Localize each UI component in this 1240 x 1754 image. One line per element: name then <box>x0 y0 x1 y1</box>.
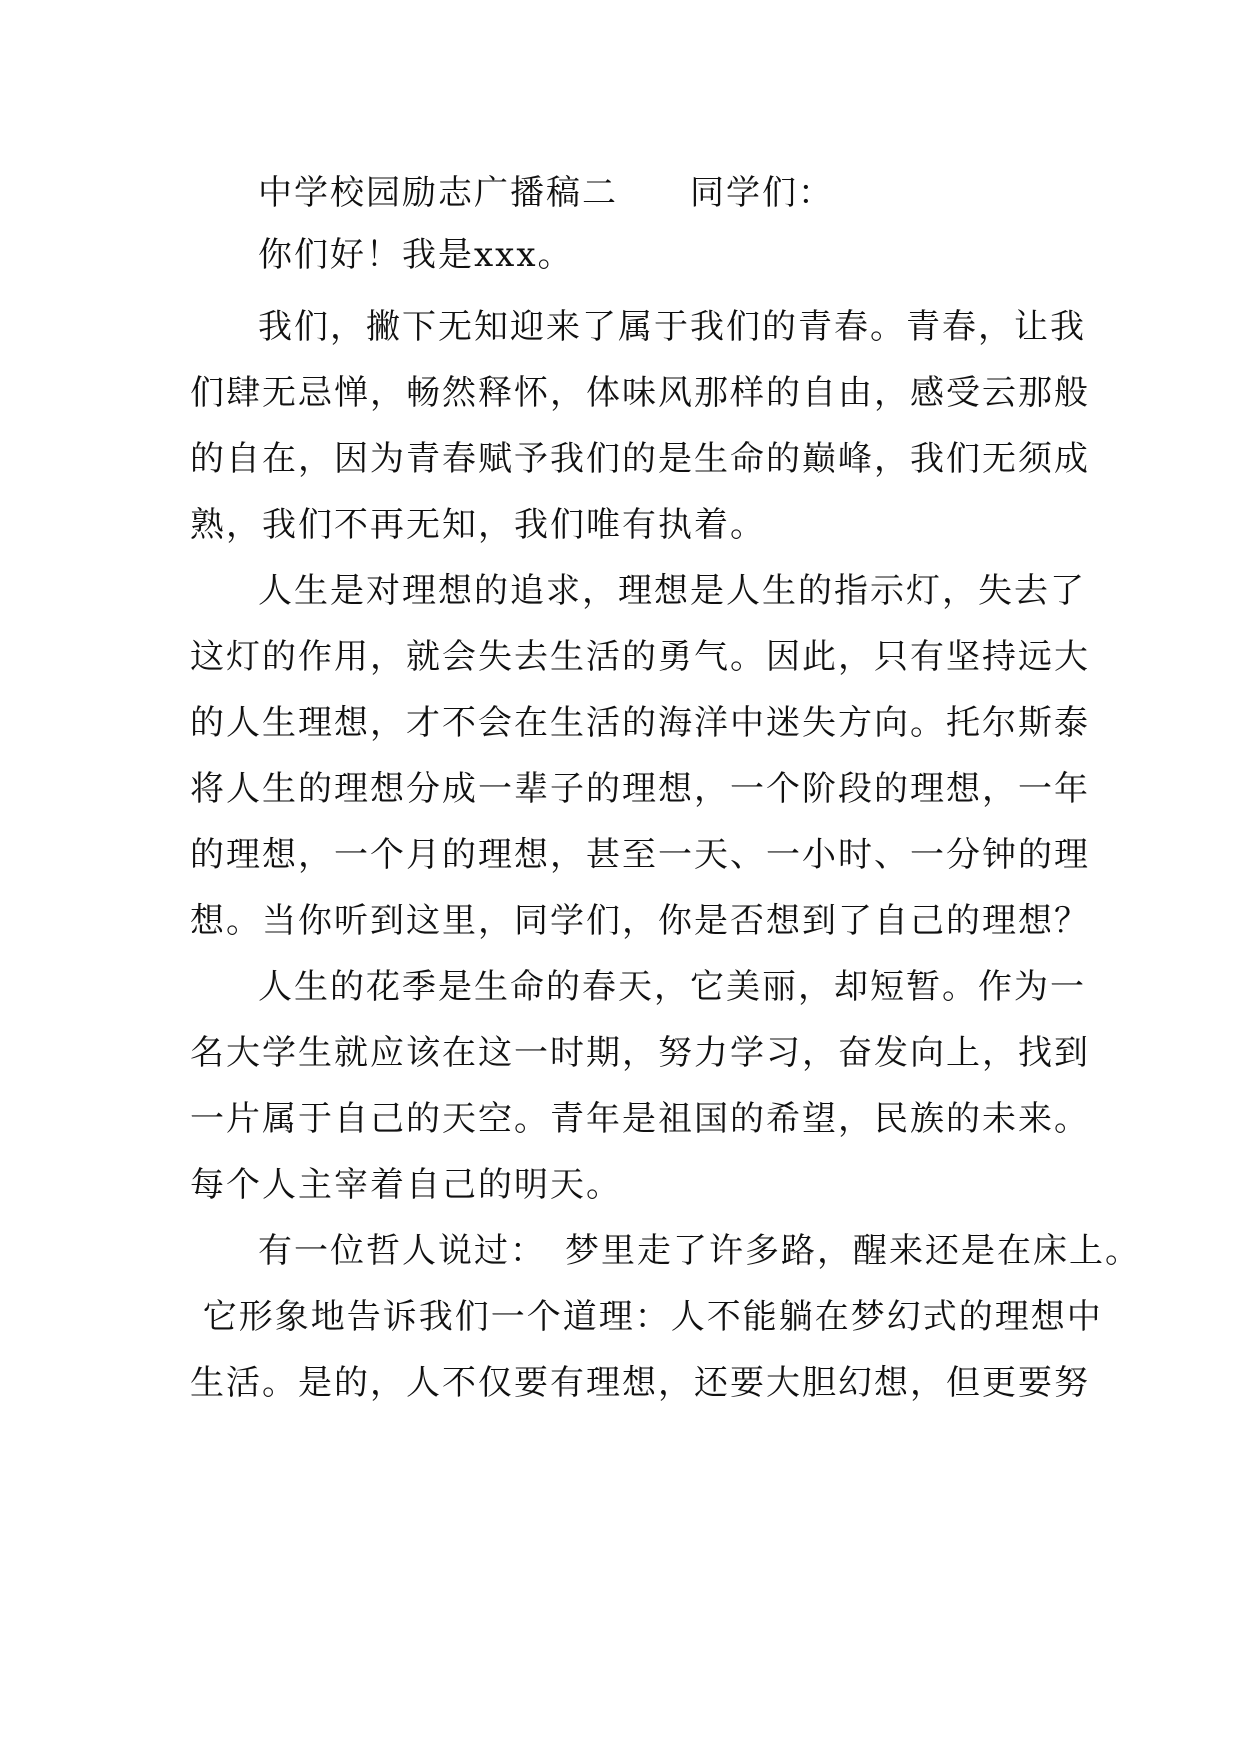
paragraph-line: 的自在，因为青春赋予我们的是生命的巅峰，我们无须成 <box>190 439 1090 479</box>
paragraph-line: 一片属于自己的天空。青年是祖国的希望，民族的未来。 <box>190 1099 1090 1139</box>
heading-salutation: 同学们： <box>690 173 834 213</box>
paragraph-line: 我们，撇下无知迎来了属于我们的青春。青春，让我 <box>258 307 1086 347</box>
paragraph-line: 名大学生就应该在这一时期，努力学习，奋发向上，找到 <box>190 1033 1090 1073</box>
paragraph-line: 的人生理想，才不会在生活的海洋中迷失方向。托尔斯泰 <box>190 703 1090 743</box>
paragraph-line: 熟，我们不再无知，我们唯有执着。 <box>190 505 766 545</box>
paragraph-line: 它形象地告诉我们一个道理：人不能躺在梦幻式的理想中 <box>190 1297 1103 1337</box>
document-heading <box>190 168 834 218</box>
paragraph-line: 人生是对理想的追求，理想是人生的指示灯，失去了 <box>258 571 1086 611</box>
paragraph-line: 每个人主宰着自己的明天。 <box>190 1165 622 1205</box>
paragraph-line: 想。当你听到这里，同学们，你是否想到了自己的理想？ <box>190 901 1090 941</box>
heading-title: 中学校园励志广播稿二 <box>258 173 618 213</box>
paragraph-line: 人生的花季是生命的春天，它美丽，却短暂。作为一 <box>258 967 1086 1007</box>
paragraph-line: 生活。是的，人不仅要有理想，还要大胆幻想，但更要努 <box>190 1363 1090 1403</box>
paragraph-line: 将人生的理想分成一辈子的理想，一个阶段的理想，一年 <box>190 769 1090 809</box>
paragraph-line: 的理想，一个月的理想，甚至一天、一小时、一分钟的理 <box>190 835 1090 875</box>
paragraph-line: 你们好！我是xxx。 <box>258 235 574 275</box>
paragraph-line: 这灯的作用，就会失去生活的勇气。因此，只有坚持远大 <box>190 637 1090 677</box>
paragraph-line: 有一位哲人说过： 梦里走了许多路，醒来还是在床上。 <box>258 1231 1141 1271</box>
paragraph-line: 们肆无忌惮，畅然释怀，体味风那样的自由，感受云那般 <box>190 373 1090 413</box>
